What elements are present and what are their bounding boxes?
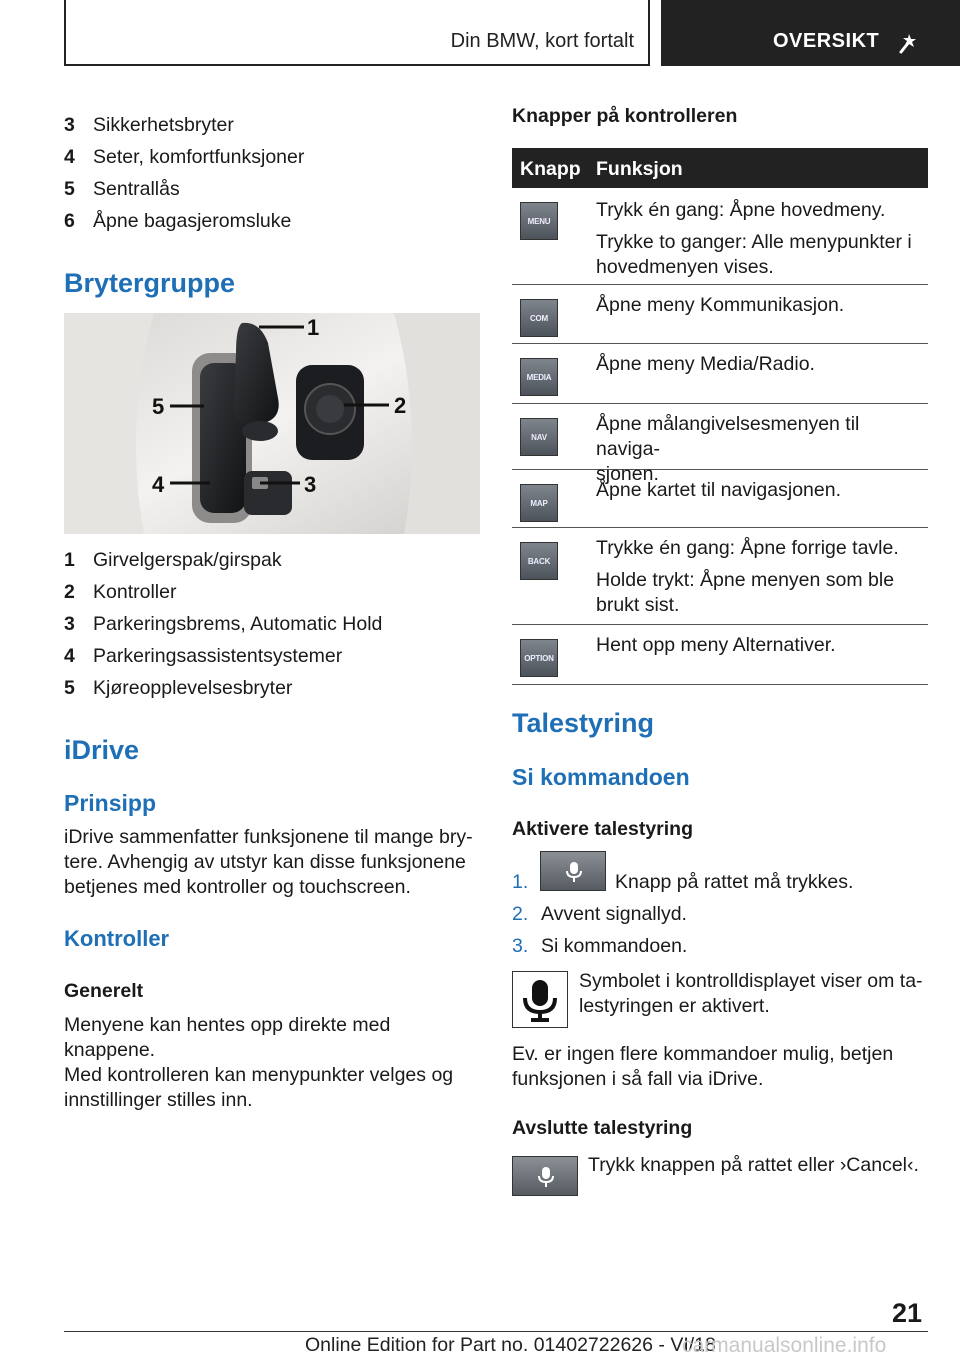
prinsipp-heading: Prinsipp <box>64 790 157 816</box>
header-chapter-tab <box>661 0 960 66</box>
aktivere-heading: Aktivere talestyring <box>512 818 693 840</box>
table-row: COM Åpne meny Kommunikasjon. <box>512 285 928 344</box>
callout-5: 5 <box>152 394 165 419</box>
microphone-icon <box>513 972 569 1029</box>
avslutte-heading: Avslutte talestyring <box>512 1117 693 1139</box>
steering-mic-button <box>540 851 606 891</box>
callout-4: 4 <box>152 472 165 497</box>
display-mic-symbol <box>512 971 568 1028</box>
option-button-icon: OPTION <box>520 639 558 677</box>
microphone-icon <box>565 861 583 883</box>
menu-button-icon: MENU <box>520 202 558 240</box>
table-row: BACK Trykke én gang: Åpne forrige tavle. Holde trykt: Åpne menyen som ble brukt sist. <box>512 528 928 625</box>
table-row: MAP Åpne kartet til navigasjonen. <box>512 470 928 528</box>
table-row: MEDIA Åpne meny Media/Radio. <box>512 344 928 404</box>
table-row: MENU Trykk én gang: Åpne hovedmeny. Trykke to ganger: Alle menypunkter i hovedmenyen vises. <box>512 188 928 285</box>
idrive-paragraph: iDrive sammenfatter funksjonene til mange bry- tere. Avhengig av utstyr kan disse funksjonene betjenes med kontroller og touchscreen. <box>64 826 473 898</box>
kontroller-heading: Kontroller <box>64 926 170 951</box>
com-button-icon: COM <box>520 299 558 337</box>
microphone-icon <box>537 1166 555 1188</box>
watermark: carmanualsonline.info <box>682 1334 887 1357</box>
brytergruppe-heading: Brytergruppe <box>64 268 236 298</box>
chapter-label: OVERSIKT <box>773 30 880 52</box>
back-button-icon: BACK <box>520 542 558 580</box>
pin-star-icon <box>897 28 923 54</box>
header-section-tab <box>64 0 650 66</box>
edition-text: Online Edition for Part no. 01402722626 - VI/18 <box>305 1334 716 1356</box>
steering-mic-button <box>512 1156 578 1196</box>
media-button-icon: MEDIA <box>520 358 558 396</box>
callout-2: 2 <box>394 393 407 418</box>
footer-divider <box>64 1331 928 1332</box>
page-number: 21 <box>892 1298 923 1328</box>
map-button-icon: MAP <box>520 484 558 522</box>
idrive-heading: iDrive <box>64 735 140 765</box>
symbol-description: Symbolet i kontrolldisplayet viser om ta- lestyringen er aktivert. <box>579 970 923 1017</box>
si-kommandoen-heading: Si kommandoen <box>512 764 690 790</box>
end-text: Trykk knappen på rattet eller ›Cancel‹. <box>588 1154 919 1176</box>
generelt-heading: Generelt <box>64 980 144 1002</box>
section-title: Din BMW, kort fortalt <box>450 30 634 52</box>
kontroller-paragraph: Menyene kan hentes opp direkte med knappene. Med kontrolleren kan menypunkter velges og innstillinger stilles inn. <box>64 1014 454 1111</box>
table-row: NAV Åpne målangivelsesmenyen til naviga- sjonen. <box>512 404 928 470</box>
callout-1: 1 <box>307 315 320 340</box>
center-console-photo <box>64 313 480 534</box>
talestyring-heading: Talestyring <box>512 708 655 738</box>
callout-3: 3 <box>304 472 317 497</box>
table-header: Knapp Funksjon <box>512 148 928 188</box>
note-paragraph: Ev. er ingen flere kommandoer mulig, betjen funksjonen i så fall via iDrive. <box>512 1043 894 1090</box>
nav-button-icon: NAV <box>520 418 558 456</box>
table-caption: Knapper på kontrolleren <box>512 105 738 127</box>
buttons-table <box>512 148 928 685</box>
table-row: OPTION Hent opp meny Alternativer. <box>512 625 928 685</box>
